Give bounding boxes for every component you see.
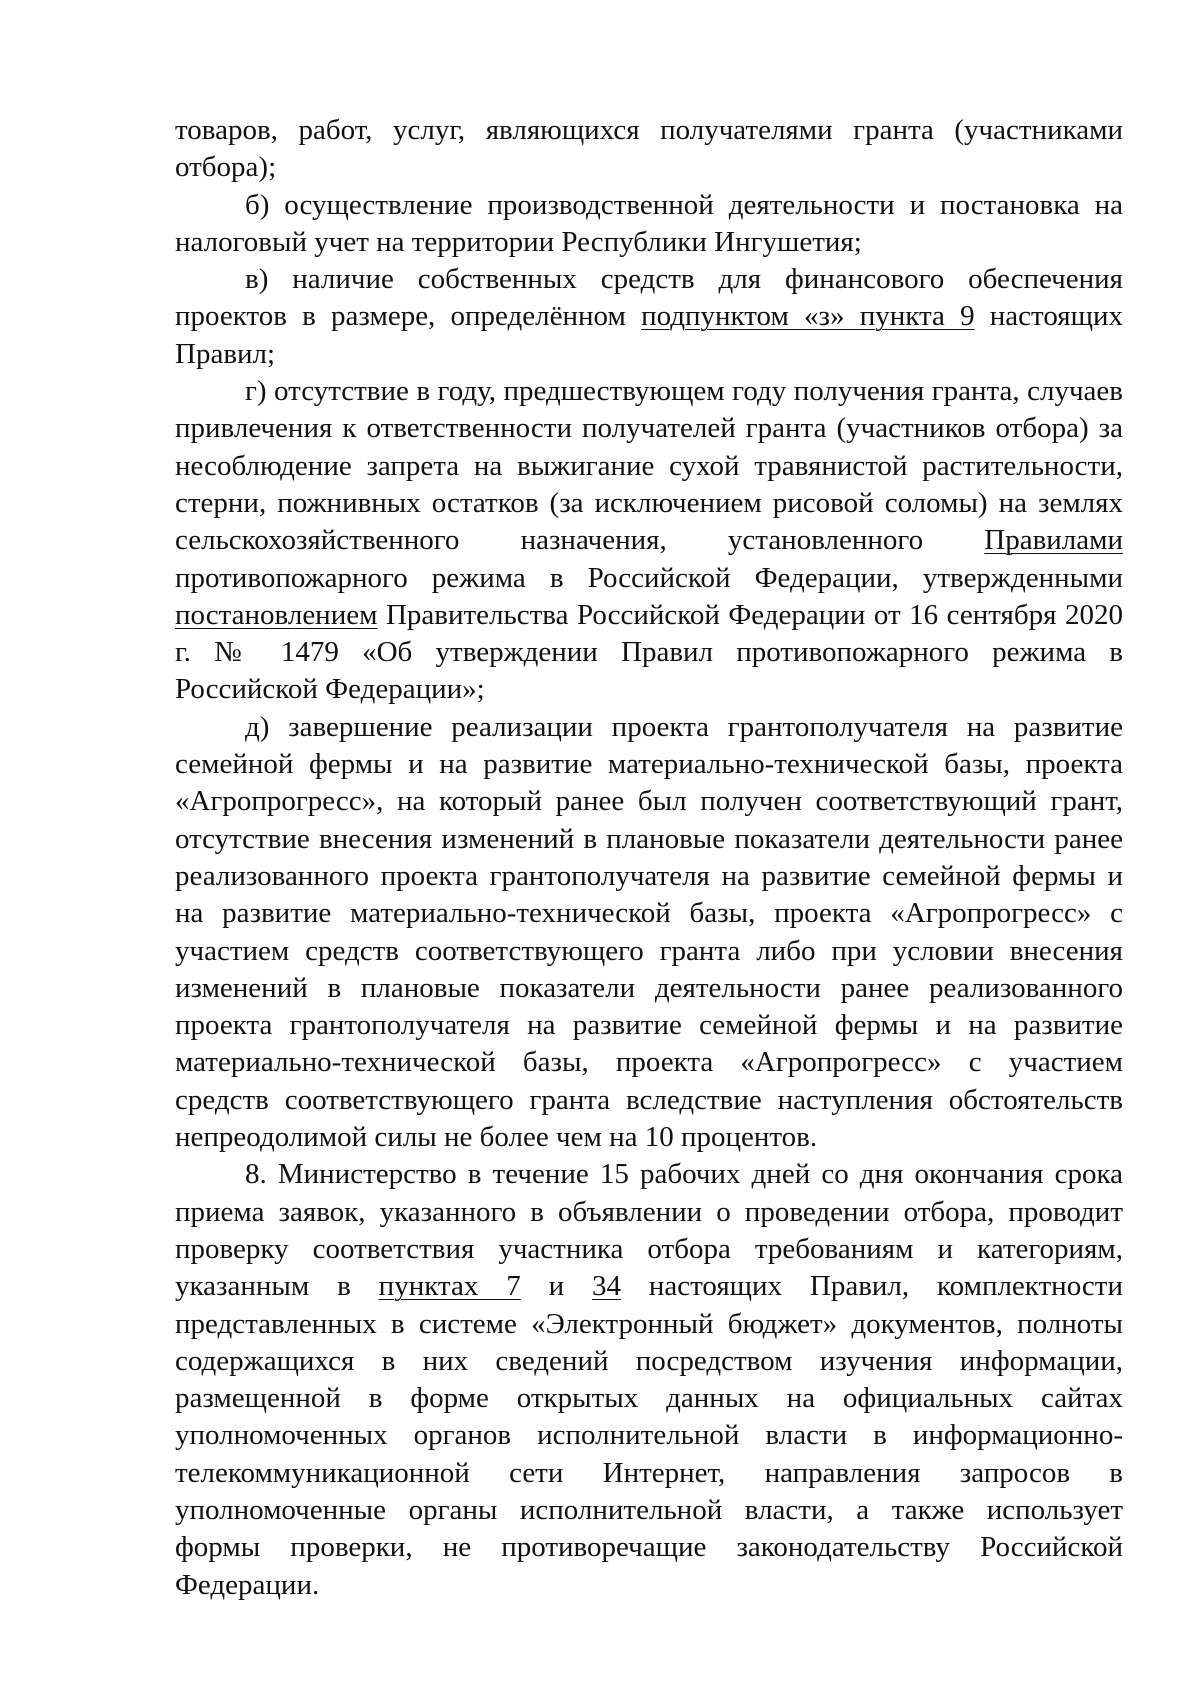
paragraph-text: товаров, работ, услуг, являющихся получателями гранта (участниками отбора); xyxy=(175,114,1123,184)
paragraph-text: г) отсутствие в году, предшествующем году получения гранта, случаев привлечения к ответственности получателей гранта (участников отбора) за несоблюдение запрета на выжигание сухой травянистой растительности, стерни, пожнивных остатков (за исключением рисовой соломы) на землях сельскохозяйственного назначения, установленного xyxy=(175,375,1123,557)
paragraph-text: настоящих Правил, комплектности представленных в системе «Электронный бюджет» документов, полноты содержащихся в них сведений посредством изучения информации, размещенной в форме открытых данных на официальных сайтах уполномоченных органов исполнительной власти в информационно-телекоммуникационной сети Интернет, направления запросов в уполномоченные органы исполнительной власти, а также использует формы проверки, не противоречащие законодательству Российской Федерации. xyxy=(175,1270,1123,1601)
paragraph-text: Правительства Российской Федерации от 16 сентября 2020 г. № 1479 «Об утверждении Правил противопожарного режима в Российской Федерации»; xyxy=(175,598,1123,706)
link-subpoint-z-point-9[interactable]: подпунктом «з» пункта 9 xyxy=(641,300,975,333)
link-point-7[interactable]: пунктах 7 xyxy=(378,1270,521,1303)
paragraph-text: б) осуществление производственной деятельности и постановка на налоговый учет на территории Республики Ингушетия; xyxy=(175,188,1123,258)
link-fire-rules[interactable]: Правилами xyxy=(984,524,1123,557)
paragraph-item-b xyxy=(175,187,1123,262)
document-page xyxy=(175,112,1123,1604)
paragraph-text: настоящих Правил; xyxy=(175,300,1123,370)
paragraph-item-d xyxy=(175,709,1123,1157)
link-point-34[interactable]: 34 xyxy=(591,1270,621,1303)
paragraph-item-g xyxy=(175,373,1123,709)
paragraph-continuation xyxy=(175,112,1123,187)
paragraph-point-8 xyxy=(175,1156,1123,1604)
paragraph-text: в) наличие собственных средств для финансового обеспечения проектов в размере, определённом xyxy=(175,263,1123,333)
paragraph-text: д) завершение реализации проекта грантополучателя на развитие семейной фермы и на развитие материально-технической базы, проекта «Агропрогресс», на который ранее был получен соответствующий грант, отсутствие внесения изменений в плановые показатели деятельности ранее реализованного проекта грантополучателя на развитие семейной фермы и на развитие материально-технической базы, проекта «Агропрогресс» с участием средств соответствующего гранта либо при условии внесения изменений в плановые показатели деятельности ранее реализованного проекта грантополучателя на развитие семейной фермы и на развитие материально-технической базы, проекта «Агропрогресс» с участием средств соответствующего гранта вследствие наступления обстоятельств непреодолимой силы не более чем на 10 процентов. xyxy=(175,710,1123,1154)
paragraph-text: 8. Министерство в течение 15 рабочих дней со дня окончания срока приема заявок, указанного в объявлении о проведении отбора, проводит проверку соответствия участника отбора требованиям и категориям, указанным в xyxy=(175,1158,1123,1303)
paragraph-text: и xyxy=(520,1270,592,1303)
paragraph-item-v xyxy=(175,261,1123,373)
paragraph-text: противопожарного режима в Российской Федерации, утвержденными xyxy=(175,561,1123,594)
link-government-decree[interactable]: постановлением xyxy=(175,598,378,631)
